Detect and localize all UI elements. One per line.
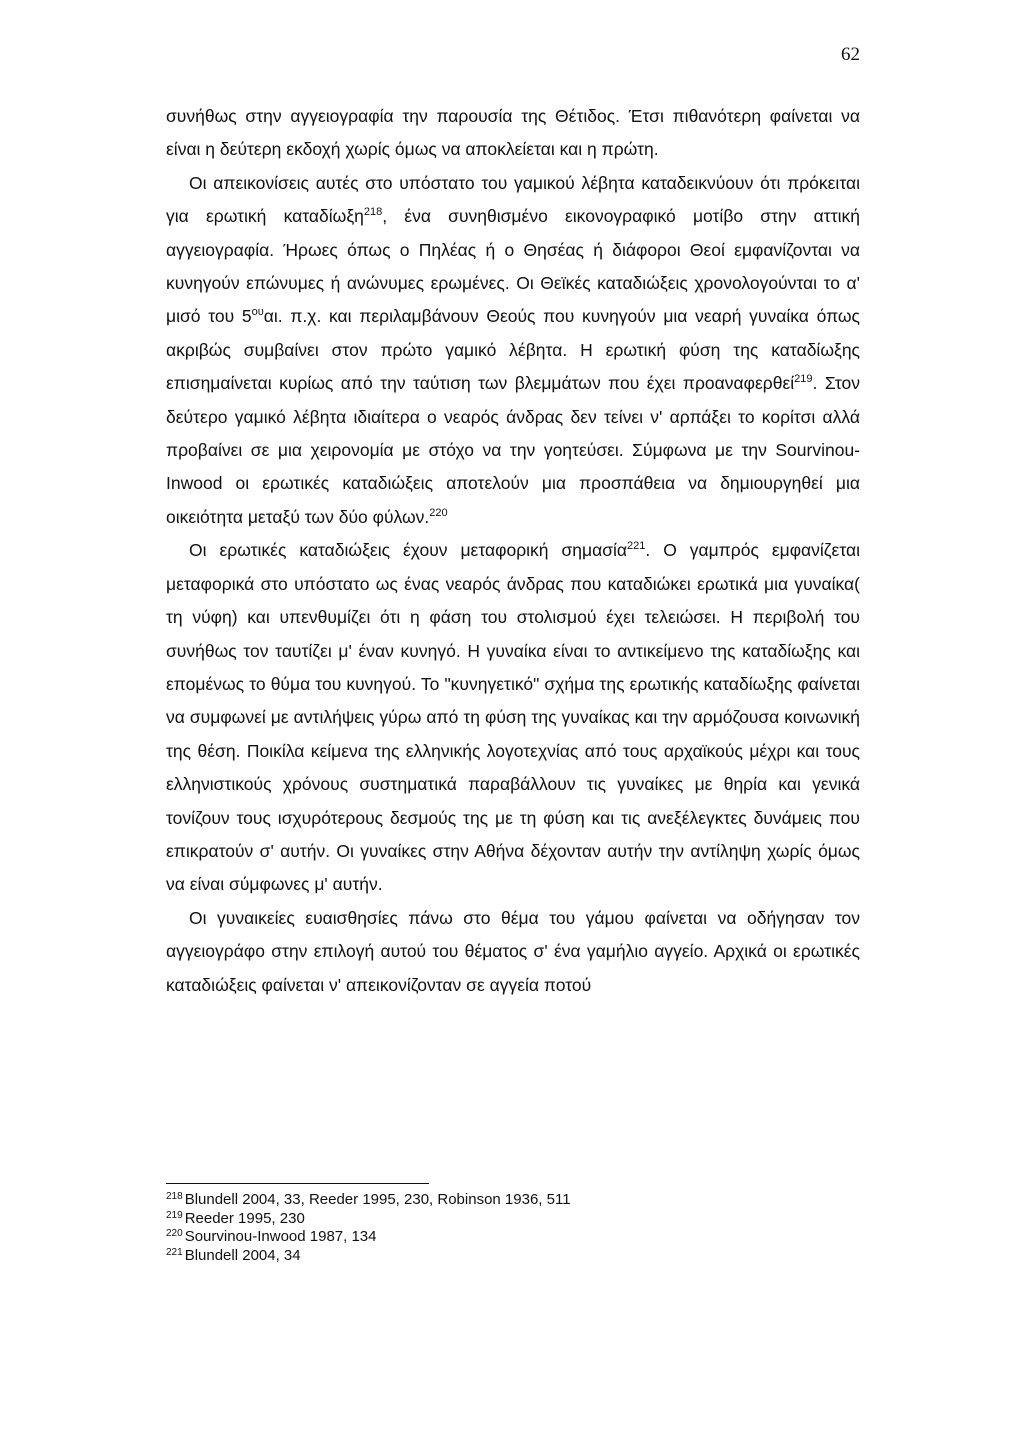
paragraph-text: Οι ερωτικές καταδιώξεις έχουν μεταφορική σημασία [189, 540, 628, 561]
footnote-ref-218[interactable]: 218 [363, 206, 383, 219]
paragraph-2 [166, 167, 860, 534]
footnote-separator [166, 1183, 429, 1184]
body-text [166, 100, 860, 1002]
page-number: 62 [841, 44, 860, 65]
footnote-219 [166, 1210, 866, 1229]
footnote-text: Reeder 1995, 230 [184, 1209, 305, 1227]
paragraph-text: συνήθως στην αγγειογραφία την παρουσία της Θέτιδος. Έτσι πιθανότερη φαίνεται να είναι η δεύτερη εκδοχή χωρίς όμως να αποκλείεται και η πρώτη. [166, 106, 860, 160]
footnote-number: 220 [166, 1228, 183, 1239]
footnote-221 [166, 1247, 866, 1266]
paragraph-text: . Ο γαμπρός εμφανίζεται μεταφορικά στο υπόστατο ως ένας νεαρός άνδρας που καταδιώκει ερωτικά μια γυναίκα( τη νύφη) και υπενθυμίζει ότι η φάση του στολισμού έχει τελειώσει. Η περιβολή του συνήθως τον ταυτίζει μ' έναν κυνηγό. Η γυναίκα είναι το αντικείμενο της καταδίωξης και επομένως το θύμα του κυνηγού. Το "κυνηγετικό" σχήμα της ερωτικής καταδίωξης φαίνεται να συμφωνεί με αντιλήψεις γύρω από τη φύση της γυναίκας και την αρμόζουσα κοινωνική της θέση. Ποικίλα κείμενα της ελληνικής λογοτεχνίας από τους αρχαϊκούς μέχρι και τους ελληνιστικούς χρόνους συστηματικά παραβάλλουν τις γυναίκες με θηρία και γενικά τονίζουν τους ισχυρότερους δεσμούς της με τη φύση και τις ανεξέλεγκτες δυνάμεις που επικρατούν σ' αυτήν. Οι γυναίκες στην Αθήνα δέχονταν αυτήν την αντίληψη χωρίς όμως να είναι σύμφωνες μ' αυτήν. [166, 540, 860, 895]
paragraph-text: , ένα συνηθισμένο εικονογραφικό μοτίβο στην αττική αγγειογραφία. Ήρωες όπως ο Πηλέας ή ο Θησέας ή διάφοροι Θεοί εμφανίζονται να κυνηγούν επώνυμες ή ανώνυμες ερωμένες. Οι Θεϊκές καταδιώξεις χρονολογούνται το α' μισό του 5 [166, 206, 860, 327]
footnote-number: 219 [166, 1209, 183, 1221]
footnote-number: 218 [166, 1191, 183, 1202]
footnotes [166, 1191, 866, 1265]
footnote-ref-221[interactable]: 221 [627, 540, 646, 553]
paragraph-3 [166, 534, 860, 901]
paragraph-text: . Στον δεύτερο γαμικό λέβητα ιδιαίτερα ο νεαρός άνδρας δεν τείνει ν' αρπάξει το κορίτσι αλλά προβαίνει σε μια χειρονομία με στόχο να την γοητεύσει. Σύμφωνα με την Sourvinou- Inwood οι ερωτικές καταδιώξεις αποτελούν μια προσπάθεια να δημιουργηθεί μια οικειότητα μεταξύ των δύο φύλων. [166, 373, 860, 527]
footnote-number: 221 [166, 1246, 183, 1258]
footnote-ref-219[interactable]: 219 [794, 373, 813, 386]
paragraph-1 [166, 100, 860, 167]
footnote-218 [166, 1191, 866, 1210]
footnote-220 [166, 1228, 866, 1247]
paragraph-text: αι. π.χ. και περιλαμβάνουν Θεούς που κυνηγούν μια νεαρή γυναίκα όπως ακριβώς συμβαίνει στον πρώτο γαμικό λέβητα. Η ερωτική φύση της καταδίωξης επισημαίνεται κυρίως από την ταύτιση των βλεμμάτων που έχει προαναφερθεί [166, 306, 860, 394]
footnote-text: Blundell 2004, 33, Reeder 1995, 230, Robinson 1936, 511 [184, 1191, 571, 1208]
footnote-ref-220[interactable]: 220 [429, 506, 448, 519]
footnote-text: Sourvinou-Inwood 1987, 134 [184, 1228, 377, 1245]
paragraph-4 [166, 902, 860, 1002]
paragraph-text: Οι γυναικείες ευαισθησίες πάνω στο θέμα του γάμου φαίνεται να οδήγησαν τον αγγειογράφο στην επιλογή αυτού του θέματος σ' ένα γαμήλιο αγγείο. Αρχικά οι ερωτικές καταδιώξεις φαίνεται ν' απεικονίζονταν σε αγγεία ποτού [166, 907, 860, 995]
footnote-text: Blundell 2004, 34 [184, 1246, 301, 1264]
paragraph-text: Οι απεικονίσεις αυτές στο υπόστατο του γαμικού λέβητα καταδεικνύουν ότι πρόκειται για ερωτική καταδίωξη [166, 172, 860, 227]
ordinal-superscript: ου [251, 306, 264, 319]
